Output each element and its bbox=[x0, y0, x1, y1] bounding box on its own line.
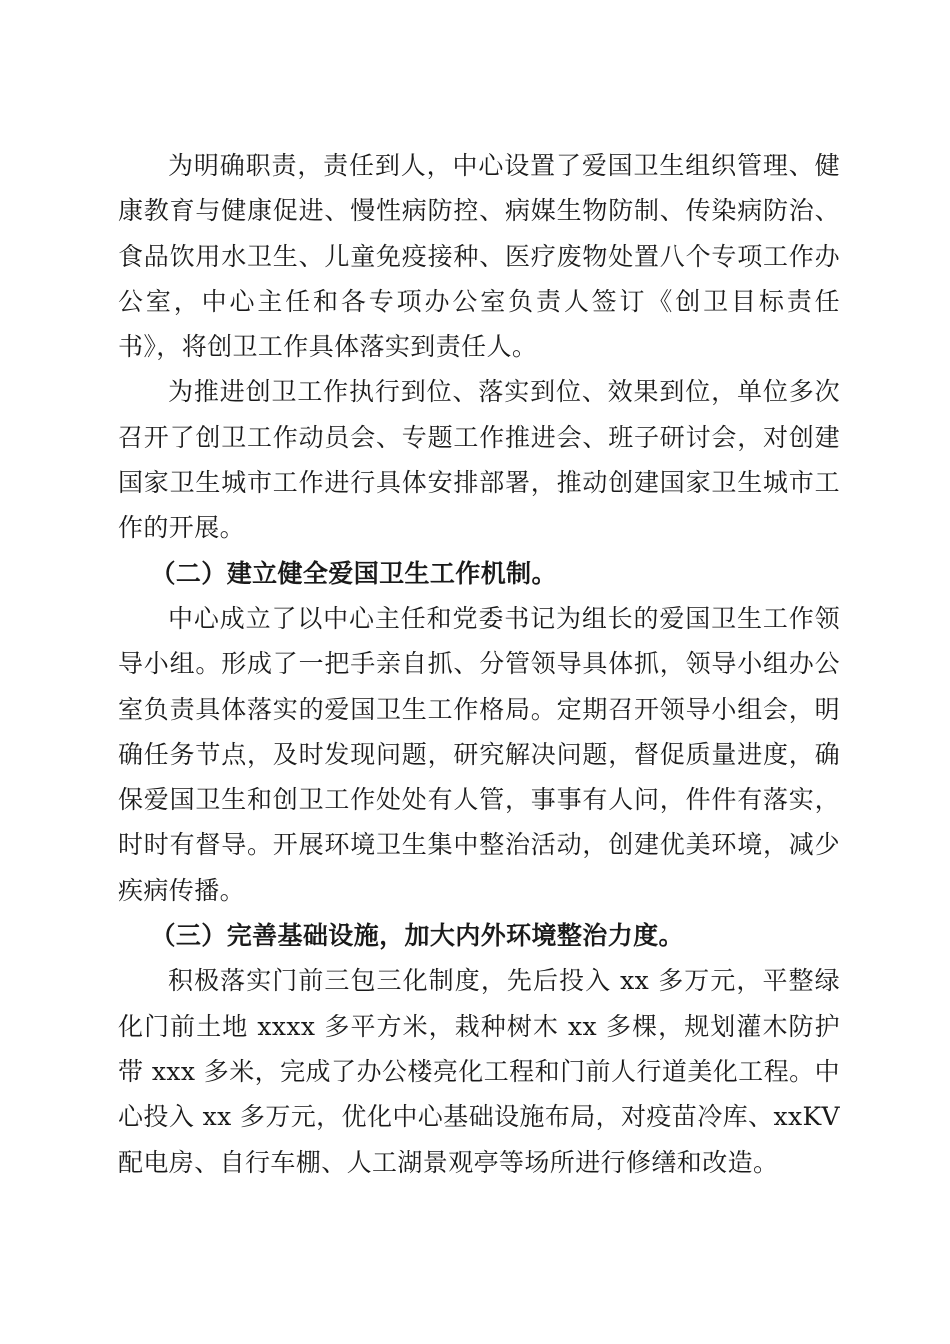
paragraph-infrastructure-investment: 积极落实门前三包三化制度，先后投入 xx 多万元，平整绿化门前土地 xxxx 多平方米，栽种树木 xx 多棵，规划灌木防护带 xxx 多米，完成了办公楼亮化工程和门前人行道美化工程。中心投入 xx 多万元，优化中心基础设施布局，对疫苗冷库、xxKV 配电房、自行车棚、人工湖景观亭等场所进行修缮和改造。 bbox=[118, 966, 840, 1177]
paragraph-leadership-group: 中心成立了以中心主任和党委书记为组长的爱国卫生工作领导小组。形成了一把手亲自抓、分管领导具体抓，领导小组办公室负责具体落实的爱国卫生工作格局。定期召开领导小组会，明确任务节点，及时发现问题，研究解决问题，督促质量进度，确保爱国卫生和创卫工作处处有人管，事事有人问，件件有落实，时时有督导。开展环境卫生集中整治活动，创建优美环境，减少疾病传播。 bbox=[118, 603, 840, 905]
paragraph-promotion-meetings: 为推进创卫工作执行到位、落实到位、效果到位，单位多次召开了创卫工作动员会、专题工作推进会、班子研讨会，对创建国家卫生城市工作进行具体安排部署，推动创建国家卫生城市工作的开展。 bbox=[118, 377, 840, 543]
document-body bbox=[118, 143, 840, 1185]
paragraph-responsibility: 为明确职责，责任到人，中心设置了爱国卫生组织管理、健康教育与健康促进、慢性病防控、病媒生物防制、传染病防治、食品饮用水卫生、儿童免疫接种、医疗废物处置八个专项工作办公室，中心主任和各专项办公室负责人签订《创卫目标责任书》，将创卫工作具体落实到责任人。 bbox=[118, 151, 840, 362]
section-heading-mechanism: （二）建立健全爱国卫生工作机制。 bbox=[150, 558, 557, 588]
section-heading-infrastructure: （三）完善基础设施，加大内外环境整治力度。 bbox=[150, 921, 684, 951]
